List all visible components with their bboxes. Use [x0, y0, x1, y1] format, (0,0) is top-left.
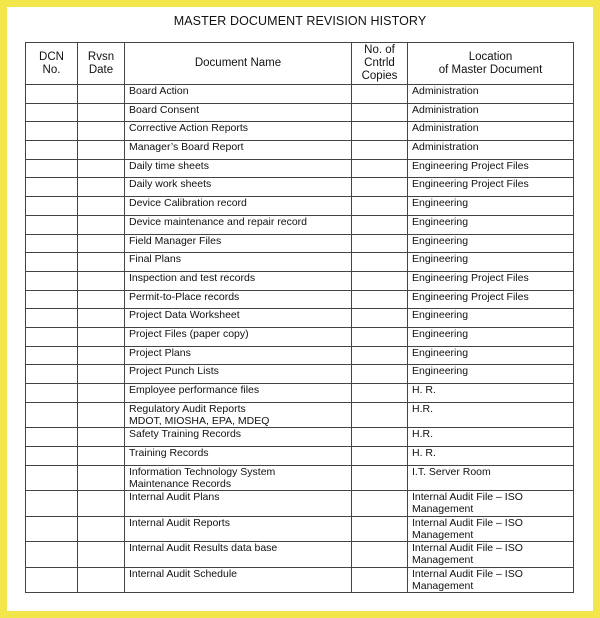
cell-dcn-no	[26, 465, 78, 491]
cell-document-name: Field Manager Files	[125, 234, 352, 253]
cell-rvsn-date	[78, 253, 125, 272]
cell-location: Engineering	[408, 346, 574, 365]
cell-location: H.R.	[408, 402, 574, 428]
cell-dcn-no	[26, 365, 78, 384]
cell-dcn-no	[26, 85, 78, 104]
cell-dcn-no	[26, 234, 78, 253]
cell-controlled-copies	[352, 346, 408, 365]
cell-dcn-no	[26, 197, 78, 216]
cell-dcn-no	[26, 542, 78, 568]
table-header-row	[26, 43, 574, 85]
table-row	[26, 516, 574, 542]
cell-controlled-copies	[352, 122, 408, 141]
cell-document-name: Employee performance files	[125, 384, 352, 403]
cell-controlled-copies	[352, 567, 408, 593]
cell-location: I.T. Server Room	[408, 465, 574, 491]
table-row	[26, 85, 574, 104]
cell-document-name: Permit-to-Place records	[125, 290, 352, 309]
table-row	[26, 446, 574, 465]
cell-rvsn-date	[78, 465, 125, 491]
cell-controlled-copies	[352, 159, 408, 178]
cell-rvsn-date	[78, 567, 125, 593]
table-row	[26, 271, 574, 290]
table-row	[26, 215, 574, 234]
cell-document-name: Board Consent	[125, 103, 352, 122]
cell-dcn-no	[26, 103, 78, 122]
table-row	[26, 141, 574, 160]
table-row	[26, 197, 574, 216]
cell-rvsn-date	[78, 197, 125, 216]
cell-dcn-no	[26, 253, 78, 272]
cell-location: Engineering Project Files	[408, 271, 574, 290]
cell-location: H. R.	[408, 384, 574, 403]
cell-controlled-copies	[352, 85, 408, 104]
cell-location: Engineering Project Files	[408, 178, 574, 197]
cell-dcn-no	[26, 215, 78, 234]
cell-location: Internal Audit File – ISO Management	[408, 516, 574, 542]
table-row	[26, 178, 574, 197]
table-row	[26, 290, 574, 309]
table-row	[26, 491, 574, 517]
table-row	[26, 253, 574, 272]
cell-controlled-copies	[352, 253, 408, 272]
cell-document-name: Safety Training Records	[125, 428, 352, 447]
cell-location: Administration	[408, 141, 574, 160]
cell-rvsn-date	[78, 542, 125, 568]
table-row	[26, 122, 574, 141]
table-row	[26, 159, 574, 178]
cell-rvsn-date	[78, 384, 125, 403]
table-row	[26, 402, 574, 428]
cell-rvsn-date	[78, 290, 125, 309]
cell-location: Internal Audit File – ISO Management	[408, 491, 574, 517]
cell-dcn-no	[26, 346, 78, 365]
cell-controlled-copies	[352, 428, 408, 447]
table-row	[26, 384, 574, 403]
cell-controlled-copies	[352, 465, 408, 491]
cell-rvsn-date	[78, 327, 125, 346]
table-row	[26, 365, 574, 384]
cell-rvsn-date	[78, 446, 125, 465]
cell-dcn-no	[26, 159, 78, 178]
cell-dcn-no	[26, 122, 78, 141]
cell-document-name: Project Data Worksheet	[125, 309, 352, 328]
cell-rvsn-date	[78, 516, 125, 542]
cell-document-name: Board Action	[125, 85, 352, 104]
cell-document-name: Internal Audit Schedule	[125, 567, 352, 593]
cell-rvsn-date	[78, 122, 125, 141]
document-page	[7, 7, 593, 611]
cell-document-name: Training Records	[125, 446, 352, 465]
cell-rvsn-date	[78, 234, 125, 253]
cell-dcn-no	[26, 516, 78, 542]
revision-history-table	[25, 42, 574, 593]
cell-controlled-copies	[352, 446, 408, 465]
cell-dcn-no	[26, 178, 78, 197]
cell-location: H. R.	[408, 446, 574, 465]
cell-rvsn-date	[78, 309, 125, 328]
cell-location: Engineering Project Files	[408, 290, 574, 309]
cell-document-name: Corrective Action Reports	[125, 122, 352, 141]
table-row	[26, 567, 574, 593]
cell-controlled-copies	[352, 309, 408, 328]
table-row	[26, 542, 574, 568]
cell-controlled-copies	[352, 384, 408, 403]
cell-location: Engineering	[408, 215, 574, 234]
header-location: Location of Master Document	[408, 43, 574, 85]
cell-rvsn-date	[78, 159, 125, 178]
document-title: MASTER DOCUMENT REVISION HISTORY	[173, 14, 427, 28]
cell-rvsn-date	[78, 103, 125, 122]
cell-document-name: Manager’s Board Report	[125, 141, 352, 160]
cell-controlled-copies	[352, 491, 408, 517]
cell-dcn-no	[26, 290, 78, 309]
cell-rvsn-date	[78, 178, 125, 197]
cell-dcn-no	[26, 567, 78, 593]
cell-location: Internal Audit File – ISO Management	[408, 542, 574, 568]
header-rvsn-date: Rvsn Date	[78, 43, 125, 85]
header-controlled-copies: No. of Cntrld Copies	[352, 43, 408, 85]
cell-document-name: Device Calibration record	[125, 197, 352, 216]
cell-dcn-no	[26, 428, 78, 447]
cell-rvsn-date	[78, 365, 125, 384]
cell-dcn-no	[26, 309, 78, 328]
cell-location: Engineering	[408, 309, 574, 328]
table-row	[26, 234, 574, 253]
cell-controlled-copies	[352, 103, 408, 122]
cell-dcn-no	[26, 271, 78, 290]
cell-document-name: Information Technology System Maintenance Records	[125, 465, 352, 491]
cell-document-name: Internal Audit Results data base	[125, 542, 352, 568]
cell-document-name: Regulatory Audit Reports MDOT, MIOSHA, EPA, MDEQ	[125, 402, 352, 428]
cell-document-name: Project Punch Lists	[125, 365, 352, 384]
cell-location: Engineering Project Files	[408, 159, 574, 178]
header-document-name: Document Name	[125, 43, 352, 85]
cell-document-name: Internal Audit Plans	[125, 491, 352, 517]
cell-rvsn-date	[78, 346, 125, 365]
cell-location: Engineering	[408, 327, 574, 346]
cell-dcn-no	[26, 402, 78, 428]
cell-controlled-copies	[352, 141, 408, 160]
cell-document-name: Inspection and test records	[125, 271, 352, 290]
cell-controlled-copies	[352, 402, 408, 428]
cell-document-name: Internal Audit Reports	[125, 516, 352, 542]
cell-dcn-no	[26, 141, 78, 160]
cell-rvsn-date	[78, 85, 125, 104]
cell-controlled-copies	[352, 215, 408, 234]
cell-location: Engineering	[408, 234, 574, 253]
table-row	[26, 428, 574, 447]
cell-location: Administration	[408, 122, 574, 141]
table-row	[26, 309, 574, 328]
cell-location: H.R.	[408, 428, 574, 447]
cell-rvsn-date	[78, 402, 125, 428]
cell-dcn-no	[26, 384, 78, 403]
cell-dcn-no	[26, 327, 78, 346]
cell-location: Administration	[408, 103, 574, 122]
cell-dcn-no	[26, 446, 78, 465]
cell-controlled-copies	[352, 178, 408, 197]
cell-rvsn-date	[78, 491, 125, 517]
cell-dcn-no	[26, 491, 78, 517]
table-row	[26, 103, 574, 122]
cell-location: Engineering	[408, 253, 574, 272]
cell-controlled-copies	[352, 542, 408, 568]
cell-rvsn-date	[78, 141, 125, 160]
cell-rvsn-date	[78, 215, 125, 234]
cell-document-name: Device maintenance and repair record	[125, 215, 352, 234]
cell-controlled-copies	[352, 327, 408, 346]
cell-location: Internal Audit File – ISO Management	[408, 567, 574, 593]
cell-document-name: Project Plans	[125, 346, 352, 365]
table-row	[26, 346, 574, 365]
cell-controlled-copies	[352, 516, 408, 542]
cell-document-name: Daily time sheets	[125, 159, 352, 178]
header-dcn-no: DCN No.	[26, 43, 78, 85]
cell-controlled-copies	[352, 271, 408, 290]
cell-location: Engineering	[408, 365, 574, 384]
cell-location: Administration	[408, 85, 574, 104]
table-row	[26, 465, 574, 491]
cell-controlled-copies	[352, 365, 408, 384]
cell-document-name: Daily work sheets	[125, 178, 352, 197]
cell-rvsn-date	[78, 428, 125, 447]
table-row	[26, 327, 574, 346]
cell-controlled-copies	[352, 290, 408, 309]
cell-controlled-copies	[352, 234, 408, 253]
cell-location: Engineering	[408, 197, 574, 216]
cell-controlled-copies	[352, 197, 408, 216]
cell-rvsn-date	[78, 271, 125, 290]
cell-document-name: Project Files (paper copy)	[125, 327, 352, 346]
cell-document-name: Final Plans	[125, 253, 352, 272]
